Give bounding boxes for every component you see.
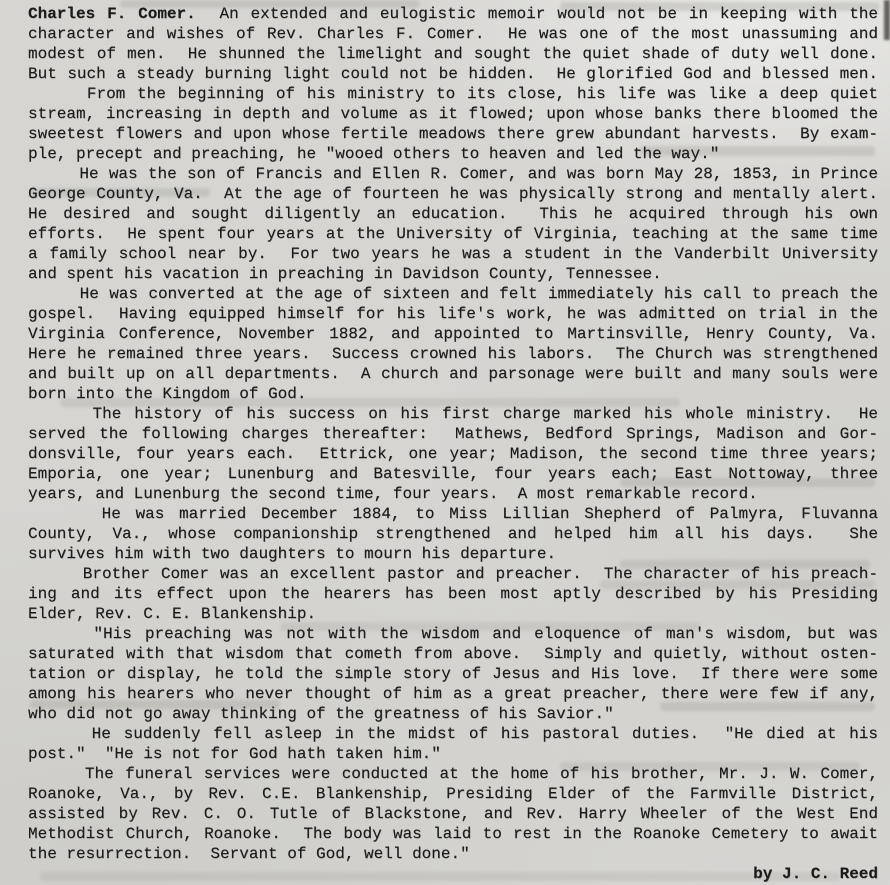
text-line: He suddenly fell asleep in the midst of his pastoral duties. "He died at his [28, 725, 878, 743]
text-line: born into the Kingdom of God. [28, 385, 307, 403]
text-line: stream, increasing in depth and volume as it flowed; upon whose banks there bloomed the [28, 105, 878, 123]
text-line: among his hearers who never thought of him as a great preacher, there were few if any, [28, 685, 878, 703]
text-line: years, and Lunenburg the second time, four years. A most remarkable record. [28, 485, 758, 503]
text-line: Virginia Conference, November 1882, and appointed to Martinsville, Henry County, Va. [28, 325, 878, 343]
text-line: But such a steady burning light could not be hidden. He glorified God and blessed men. [28, 65, 878, 83]
text-line: From the beginning of his ministry to its close, his life was like a deep quiet [28, 85, 878, 103]
text-line: assisted by Rev. C. O. Tutle of Blackstone, and Rev. Harry Wheeler of the West End [28, 805, 878, 823]
text-line: efforts. He spent four years at the University of Virginia, teaching at the same time [28, 225, 878, 243]
memoir-body [28, 24, 878, 864]
text-line: George County, Va. At the age of fourteen he was physically strong and mentally alert. [28, 185, 878, 203]
text-line: and spent his vacation in preaching in Davidson County, Tennessee. [28, 265, 662, 283]
text-line: The funeral services were conducted at the home of his brother, Mr. J. W. Comer, [28, 765, 878, 783]
memoir-first-line [28, 4, 878, 24]
text-line: and built up on all departments. A church and parsonage were built and many souls were [28, 365, 878, 383]
memoir-first-line-rest: An extended and eulogistic memoir would not be in keeping with the [195, 5, 879, 23]
text-line: Here he remained three years. Success crowned his labors. The Church was strengthened [28, 345, 878, 363]
text-line: He was converted at the age of sixteen and felt immediately his call to preach the [28, 285, 878, 303]
text-line: gospel. Having equipped himself for his life's work, he was admitted on trial in the [28, 305, 878, 323]
text-line: Emporia, one year; Lunenburg and Batesville, four years each; East Nottoway, three [28, 465, 878, 483]
text-line: County, Va., whose companionship strengthened and helped him all his days. She [28, 525, 878, 543]
text-line: ing and its effect upon the hearers has been most aptly described by his Presiding [28, 585, 878, 603]
text-line: The history of his success on his first charge marked his whole ministry. He [28, 405, 878, 423]
memoir-subject-name: Charles F. Comer. [28, 5, 196, 23]
text-line: Methodist Church, Roanoke. The body was laid to rest in the Roanoke Cemetery to await [28, 825, 878, 843]
text-line: character and wishes of Rev. Charles F. Comer. He was one of the most unassuming and [28, 25, 878, 43]
text-line: survives him with two daughters to mourn his departure. [28, 545, 557, 563]
text-line: saturated with that wisdom that cometh from above. Simply and quietly, without osten- [28, 645, 878, 663]
text-line: a family school near by. For two years he was a student in the Vanderbilt University [28, 245, 878, 263]
text-line: He desired and sought diligently an education. This he acquired through his own [28, 205, 878, 223]
text-line: sweetest flowers and upon whose fertile meadows there grew abundant harvests. By exam- [28, 125, 878, 143]
text-line: He was the son of Francis and Ellen R. Comer, and was born May 28, 1853, in Prince [28, 165, 878, 183]
text-line: Elder, Rev. C. E. Blankenship. [28, 605, 317, 623]
text-line: modest of men. He shunned the limelight and sought the quiet shade of duty well done. [28, 45, 878, 63]
text-line: tation or display, he told the simple story of Jesus and His love. If there were some [28, 665, 878, 683]
text-line: donsville, four years each. Ettrick, one year; Madison, the second time three years; [28, 445, 878, 463]
text-line: the resurrection. Servant of God, well done." [28, 845, 470, 863]
text-line: He was married December 1884, to Miss Lillian Shepherd of Palmyra, Fluvanna [28, 505, 878, 523]
text-line: Brother Comer was an excellent pastor and preacher. The character of his preach- [28, 565, 878, 583]
text-line: "His preaching was not with the wisdom and eloquence of man's wisdom, but was [28, 625, 878, 643]
text-line: post." "He is not for God hath taken him." [28, 745, 441, 763]
text-line: served the following charges thereafter: Mathews, Bedford Springs, Madison and Gor- [28, 425, 878, 443]
text-line: who did not go away thinking of the greatness of his Savior." [28, 705, 614, 723]
text-line: ple, precept and preaching, he "wooed others to heaven and led the way." [28, 145, 720, 163]
text-line: Roanoke, Va., by Rev. C.E. Blankenship, Presiding Elder of the Farmville District, [28, 785, 878, 803]
memoir-byline: by J. C. Reed [753, 865, 878, 883]
